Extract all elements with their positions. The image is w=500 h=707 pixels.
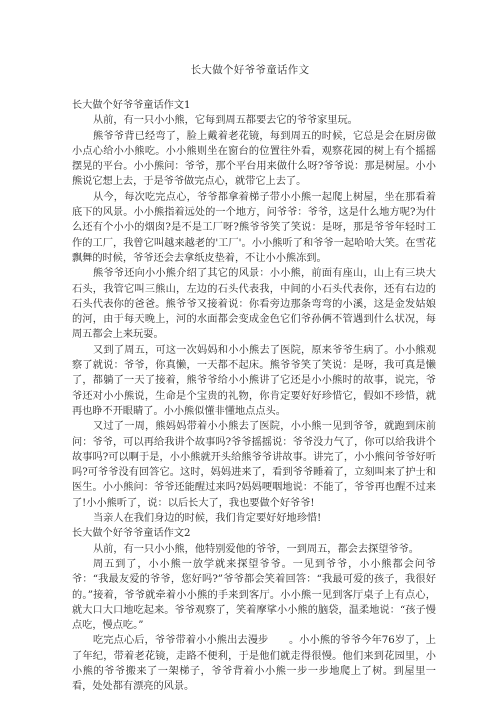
paragraph: 从前，有一只小小熊，它每到周五都要去它的爷爷家里玩。 bbox=[93, 115, 358, 127]
paragraph: 又到了周五，可这一次妈妈和小小熊去了医院，原来爷爷生病了。小小熊观察了就说：爷爷，你真懒，一天都不起床。熊爷爷笑了笑说：是呀，我可真是懒了，都躺了一天了接着，熊爷爷给小小熊讲了它还是小小熊时的故事，说完，爷爷还对小小熊说，生命是个宝贵的礼物，你肯定要好好珍惜它，假如不珍惜，就再也睁不开眼睛了。小小熊似懂非懂地点点头。 bbox=[72, 344, 436, 417]
section-heading: 长大做个好爷爷童话作文2 bbox=[72, 528, 191, 540]
paragraph: 又过了一周，熊妈妈带着小小熊去了医院，小小熊一见到爷爷，就跑到床前问：爷爷，可以再给我讲个故事吗?爷爷摇摇说：爷爷没力气了，你可以给我讲个故事吗?可以啊于是，小小熊就开头给熊爷爷讲故事。讲完了，小小熊问爷爷好听吗?可爷爷没有回答它。这时，妈妈进来了，看到爷爷睡着了，立刻叫来了护士和医生。小小熊问：爷爷还能醒过来吗?妈妈哽咽地说：不能了，爷爷再也醒不过来了!小小熊听了，说：以后长大了，我也要做个好爷爷! bbox=[72, 421, 436, 509]
paragraph: 周五到了，小小熊一放学就来探望爷爷。一见到爷爷，小小熊都会问爷爷：“我最友爱的爷爷，您好吗?”爷爷都会笑着回答：“我最可爱的孩子，我很好的。”接着，爷爷就牵着小小熊的手来到客厅。小小熊一见到客厅桌子上有点心，就大口大口地吃起来。爷爷观察了，笑着摩挲小小熊的脑袋，温柔地说：“孩子慢点吃，慢点吃。” bbox=[72, 558, 436, 632]
paragraph: 从今，每次吃完点心，爷爷都拿着梯子带小小熊一起爬上树屋，坐在那看着底下的风景。小小熊指着远处的一个地方，问爷爷：爷爷，这是什么地方呢?为什么还有个小小的烟囱?是不是工厂呀?熊爷爷笑了笑说：是呀，那是爷爷年轻时工作的工厂，我曾它叫越来越老的'工厂'。小小熊听了和爷爷一起哈哈大笑。在雪花飘舞的时候，爷爷还会去拿纸皮垫着，不让小小熊冻到。 bbox=[72, 191, 436, 264]
document-body bbox=[72, 98, 436, 695]
paragraph: 熊爷爷背已经弯了，脸上戴着老花镜，每到周五的时候，它总是会在厨房做小点心给小小熊吃。小小熊则坐在窗台的位置往外看，观察花园的树上有个摇摇摆晃的平台。小小熊问：爷爷，那个平台用来做什么呀?爷爷说：那是树屋。小小熊说它想上去，于是爷爷做完点心，就带它上去了。 bbox=[72, 130, 436, 188]
paragraph: 熊爷爷还向小小熊介绍了其它的风景：小小熊，前面有座山，山上有三块大石头，我管它叫三熊山，左边的石头代表我，中间的小石头代表你，还有右边的石头代表你的爸爸。熊爷爷又接着说：你看旁边那条弯弯的小溪，这是金发姑娘的河，由于每天晚上，河的水面都会变成金色它们爷孙俩不管遇到什么状况，每周五都会上来玩耍。 bbox=[72, 268, 436, 341]
page-title: 长大做个好爷爷童话作文 bbox=[190, 64, 310, 76]
paragraph: 当亲人在我们身边的时候，我们肯定要好好地珍惜! bbox=[93, 513, 322, 525]
section-heading: 长大做个好爷爷童话作文1 bbox=[72, 100, 191, 111]
paragraph: 吃完点心后，爷爷带着小小熊出去漫步 。小小熊的爷爷今年76岁了，上了年纪，带着老花镜，走路不便利，于是他们就走得很慢。他们来到花园里，小小熊的爷爷搬来了一架梯子，爷爷背着小小熊一步一步地爬上了树。到屋里一看，处处都有漂亮的风景。 bbox=[72, 635, 436, 693]
paragraph: 从前，有一只小小熊，他特别爱他的爷爷，一到周五，都会去探望爷爷。 bbox=[93, 543, 419, 555]
